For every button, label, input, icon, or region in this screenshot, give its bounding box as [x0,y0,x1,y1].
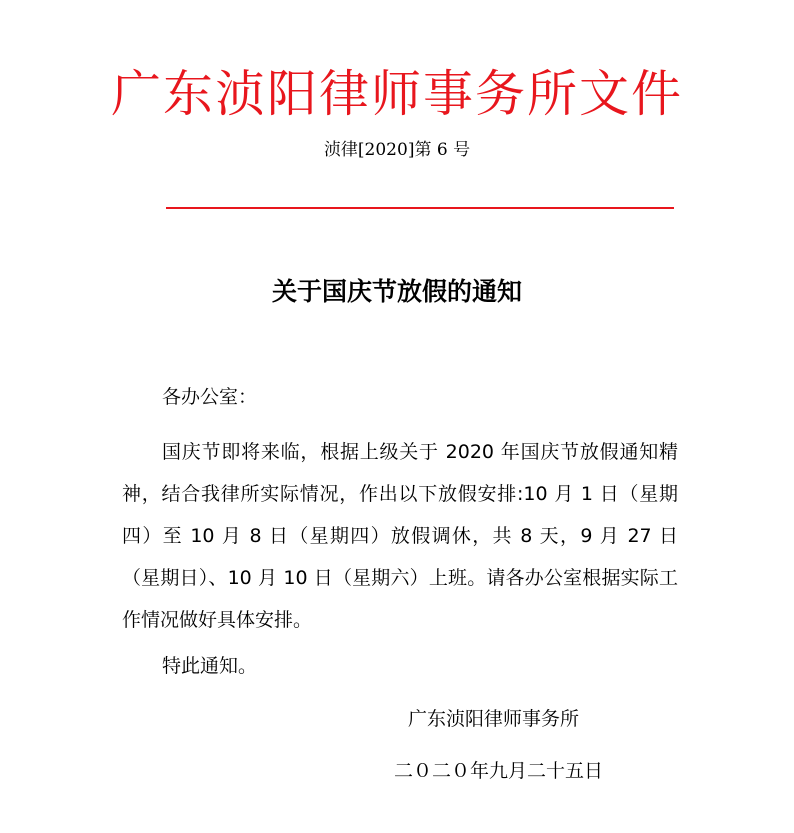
salutation: 各办公室： [162,386,258,408]
red-divider-line [166,207,674,209]
document-number: 浈律[2020]第 6 号 [323,140,471,160]
signer-organization: 广东浈阳律师事务所 [408,708,580,730]
signing-date: 二０二０年九月二十五日 [394,760,604,782]
closing-line: 特此通知。 [162,655,258,677]
letterhead-title: 广东浈阳律师事务所文件 [111,65,683,123]
body-paragraph: 国庆节即将来临，根据上级关于 2020 年国庆节放假通知精神，结合我律所实际情况，作出以下放假安排:10 月 1 日（星期四）至 10 月 8 日（星期四）放假调休，共 8 天，9 月 27 日（星期日）、10 月 10 日（星期六）上班。请各办公室根据实际工作情况做好具体安排。 [122,441,678,631]
notice-title: 关于国庆节放假的通知 [271,277,522,306]
